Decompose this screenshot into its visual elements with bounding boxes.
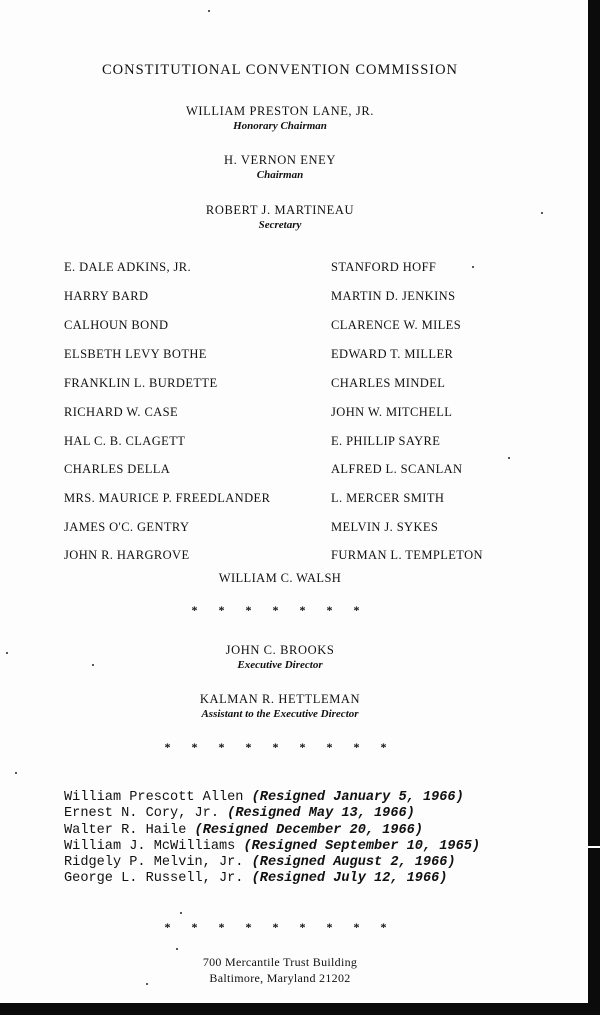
resigned-item	[64, 790, 584, 806]
member-name: CHARLES MINDEL	[331, 376, 446, 390]
member-name: FRANKLIN L. BURDETTE	[64, 376, 218, 390]
staff-title: Executive Director	[237, 659, 323, 671]
member-name: E. DALE ADKINS, JR.	[64, 260, 192, 274]
resigned-list	[64, 790, 584, 888]
member-name: JOHN R. HARGROVE	[64, 548, 190, 562]
member-name: MRS. MAURICE P. FREEDLANDER	[64, 491, 271, 505]
resigned-note: (Resigned January 5, 1966)	[251, 790, 464, 805]
member-row	[0, 405, 560, 425]
member-row	[0, 289, 560, 309]
scan-speck	[92, 664, 94, 666]
member-name: EDWARD T. MILLER	[331, 347, 454, 361]
member-row	[0, 347, 560, 367]
member-row	[0, 520, 560, 540]
member-name: L. MERCER SMITH	[331, 491, 445, 505]
member-name: JOHN W. MITCHELL	[331, 405, 453, 419]
resigned-name: Ridgely P. Melvin, Jr.	[64, 855, 244, 871]
member-name: FURMAN L. TEMPLETON	[331, 548, 483, 562]
officer-chairman	[0, 153, 560, 181]
member-name: JAMES O'C. GENTRY	[64, 520, 190, 534]
member-name: ALFRED L. SCANLAN	[331, 462, 463, 476]
resigned-name: George L. Russell, Jr.	[64, 871, 244, 887]
address-line: 700 Mercantile Trust Building	[202, 955, 358, 969]
officer-title: Chairman	[256, 169, 304, 181]
member-row	[0, 548, 560, 568]
commission-heading: CONSTITUTIONAL CONVENTION COMMISSION	[101, 62, 459, 78]
scan-speck	[208, 10, 210, 12]
officer-name: ROBERT J. MARTINEAU	[205, 203, 355, 217]
resigned-name: William J. McWilliams	[64, 838, 236, 854]
resigned-name: Ernest N. Cory, Jr.	[64, 806, 219, 822]
scan-border-mark	[588, 846, 600, 848]
member-name: CHARLES DELLA	[64, 462, 171, 476]
scan-border-bottom	[0, 1003, 600, 1015]
officer-title: Honorary Chairman	[233, 120, 327, 132]
member-name: CALHOUN BOND	[64, 318, 169, 332]
scan-speck	[472, 266, 474, 268]
resigned-item	[64, 823, 584, 839]
scan-speck	[541, 212, 543, 214]
member-row	[0, 260, 560, 280]
scan-speck	[6, 652, 8, 654]
separator-stars: * * * * * * *	[191, 603, 369, 617]
separator-stars: * * * * * * * * *	[164, 740, 396, 754]
officer-secretary	[0, 203, 560, 231]
officer-title: Secretary	[258, 219, 302, 231]
member-name: MELVIN J. SYKES	[331, 520, 439, 534]
scan-border-right	[588, 0, 600, 1015]
staff-assistant	[0, 692, 560, 720]
member-row	[0, 462, 560, 482]
scan-speck	[15, 772, 17, 774]
officer-honorary-chairman	[0, 104, 560, 132]
member-name: CLARENCE W. MILES	[331, 318, 462, 332]
staff-name: JOHN C. BROOKS	[225, 643, 335, 657]
resigned-item	[64, 839, 584, 855]
member-row	[0, 376, 560, 396]
member-name: STANFORD HOFF	[331, 260, 437, 274]
resigned-item	[64, 871, 584, 887]
resigned-note: (Resigned September 10, 1965)	[243, 838, 481, 854]
member-name: E. PHILLIP SAYRE	[331, 434, 441, 448]
member-name: MARTIN D. JENKINS	[331, 289, 456, 303]
scan-speck	[508, 457, 510, 459]
resigned-note: (Resigned December 20, 1966)	[194, 822, 423, 838]
resigned-item	[64, 855, 584, 871]
member-name-centered: WILLIAM C. WALSH	[218, 571, 342, 585]
officer-name: H. VERNON ENEY	[224, 153, 336, 167]
member-name: HARRY BARD	[64, 289, 149, 303]
member-name: RICHARD W. CASE	[64, 405, 179, 419]
staff-executive-director	[0, 643, 560, 671]
staff-name: KALMAN R. HETTLEMAN	[199, 692, 361, 706]
member-name: ELSBETH LEVY BOTHE	[64, 347, 207, 361]
resigned-name: Walter R. Haile	[64, 822, 187, 838]
resigned-note: (Resigned July 12, 1966)	[251, 871, 448, 887]
member-row	[0, 318, 560, 338]
member-name: HAL C. B. CLAGETT	[64, 434, 186, 448]
scan-speck	[176, 948, 178, 950]
member-row	[0, 434, 560, 454]
resigned-name: William Prescott Allen	[64, 790, 244, 805]
address-line: Baltimore, Maryland 21202	[209, 971, 351, 985]
resigned-note: (Resigned August 2, 1966)	[251, 855, 456, 871]
scan-speck	[180, 912, 182, 914]
officer-name: WILLIAM PRESTON LANE, JR.	[185, 104, 375, 118]
staff-title: Assistant to the Executive Director	[201, 708, 359, 720]
scan-speck	[146, 983, 148, 985]
member-row	[0, 491, 560, 511]
address-block	[0, 954, 560, 986]
resigned-item	[64, 806, 584, 822]
resigned-note: (Resigned May 13, 1966)	[227, 806, 415, 822]
separator-stars: * * * * * * * * *	[164, 920, 396, 934]
